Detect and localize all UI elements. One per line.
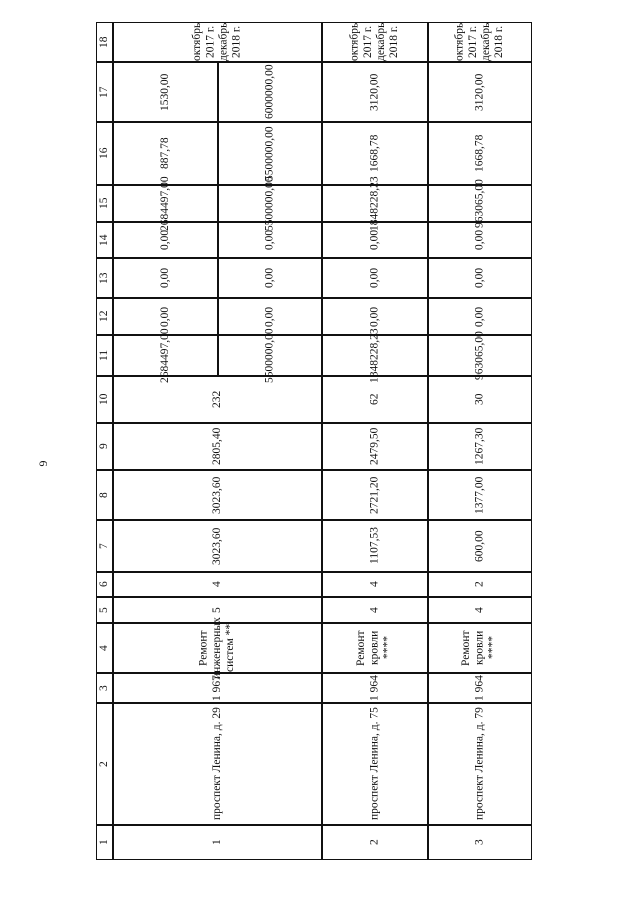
row-1-col-6: 4 xyxy=(113,572,322,597)
row-1-col-13-a: 0,00 xyxy=(113,258,218,298)
row-1-col-7: 3023,60 xyxy=(113,520,322,572)
column-header-2: 2 xyxy=(96,703,113,825)
row-2-col-8: 2721,20 xyxy=(322,470,428,520)
row-1-col-16-a: 887,78 xyxy=(113,122,218,185)
row-1-col-3: 1 967 xyxy=(113,673,322,703)
column-header-4: 4 xyxy=(96,623,113,673)
row-3-col-8: 1377,00 xyxy=(428,470,532,520)
row-2-col-10: 62 xyxy=(322,376,428,423)
row-1-col-17-a: 1530,00 xyxy=(113,62,218,122)
row-2-col-2: проспект Ленина, д. 75 xyxy=(322,703,428,825)
row-2-col-14: 0,00 xyxy=(322,222,428,258)
row-1-col-4: Ремонт инженерных систем ** xyxy=(113,623,322,673)
row-2-col-9: 2479,50 xyxy=(322,423,428,470)
row-3-col-13: 0,00 xyxy=(428,258,532,298)
row-1-col-11-a: 2684497,00 xyxy=(113,335,218,376)
column-header-17: 17 xyxy=(96,62,113,122)
row-3-col-1: 3 xyxy=(428,825,532,860)
column-header-3: 3 xyxy=(96,673,113,703)
column-header-11: 11 xyxy=(96,335,113,376)
row-2-col-15: 1848228,23 xyxy=(322,185,428,222)
row-1-col-5: 5 xyxy=(113,597,322,623)
row-1-col-12-a: 0,00 xyxy=(113,298,218,335)
row-1-col-12-b: 0,00 xyxy=(218,298,322,335)
row-1-col-2: проспект Ленина, д. 29 xyxy=(113,703,322,825)
row-1-col-13-b: 0,00 xyxy=(218,258,322,298)
row-2-col-7: 1107,53 xyxy=(322,520,428,572)
row-3-col-11: 963065,00 xyxy=(428,335,532,376)
column-header-8: 8 xyxy=(96,470,113,520)
column-header-1: 1 xyxy=(96,825,113,860)
row-2-col-6: 4 xyxy=(322,572,428,597)
row-1-col-15-a: 2684497,00 xyxy=(113,185,218,222)
column-header-6: 6 xyxy=(96,572,113,597)
column-header-15: 15 xyxy=(96,185,113,222)
column-header-12: 12 xyxy=(96,298,113,335)
row-3-col-10: 30 xyxy=(428,376,532,423)
row-2-col-16: 1668,78 xyxy=(322,122,428,185)
row-1-col-10: 232 xyxy=(113,376,322,423)
column-header-9: 9 xyxy=(96,423,113,470)
row-2-col-5: 4 xyxy=(322,597,428,623)
column-header-5: 5 xyxy=(96,597,113,623)
row-1-col-11-b: 5500000,00 xyxy=(218,335,322,376)
row-3-col-2: проспект Ленина, д. 79 xyxy=(428,703,532,825)
row-3-col-12: 0,00 xyxy=(428,298,532,335)
row-2-col-17: 3120,00 xyxy=(322,62,428,122)
row-1-col-14-b: 0,00 xyxy=(218,222,322,258)
row-3-col-4: Ремонт кровли **** xyxy=(428,623,532,673)
row-2-col-18: октябрь 2017 г. декабрь 2018 г. xyxy=(322,22,428,62)
row-2-col-13: 0,00 xyxy=(322,258,428,298)
column-header-18: 18 xyxy=(96,22,113,62)
row-3-col-16: 1668,78 xyxy=(428,122,532,185)
row-1-col-15-b: 5500000,00 xyxy=(218,185,322,222)
row-1-col-16-b: 5500000,00 xyxy=(218,122,322,185)
column-header-7: 7 xyxy=(96,520,113,572)
row-2-col-3: 1 964 xyxy=(322,673,428,703)
row-2-col-1: 2 xyxy=(322,825,428,860)
column-header-14: 14 xyxy=(96,222,113,258)
row-1-col-9: 2805,40 xyxy=(113,423,322,470)
row-1-col-8: 3023,60 xyxy=(113,470,322,520)
row-2-col-11: 1848228,23 xyxy=(322,335,428,376)
page-number: 6 xyxy=(36,460,51,467)
row-3-col-5: 4 xyxy=(428,597,532,623)
row-3-col-9: 1267,30 xyxy=(428,423,532,470)
column-header-10: 10 xyxy=(96,376,113,423)
row-2-col-4: Ремонт кровли **** xyxy=(322,623,428,673)
row-1-col-1: 1 xyxy=(113,825,322,860)
row-1-col-18: октябрь 2017 г. декабрь 2018 г. xyxy=(113,22,322,62)
row-3-col-6: 2 xyxy=(428,572,532,597)
row-1-col-14-a: 0,00 xyxy=(113,222,218,258)
row-3-col-17: 3120,00 xyxy=(428,62,532,122)
row-3-col-14: 0,00 xyxy=(428,222,532,258)
column-header-13: 13 xyxy=(96,258,113,298)
row-1-col-17-b: 6000000,00 xyxy=(218,62,322,122)
column-header-16: 16 xyxy=(96,122,113,185)
row-3-col-7: 600,00 xyxy=(428,520,532,572)
row-2-col-12: 0,00 xyxy=(322,298,428,335)
row-3-col-15: 963065,00 xyxy=(428,185,532,222)
row-3-col-3: 1 964 xyxy=(428,673,532,703)
row-3-col-18: октябрь 2017 г. декабрь 2018 г. xyxy=(428,22,532,62)
